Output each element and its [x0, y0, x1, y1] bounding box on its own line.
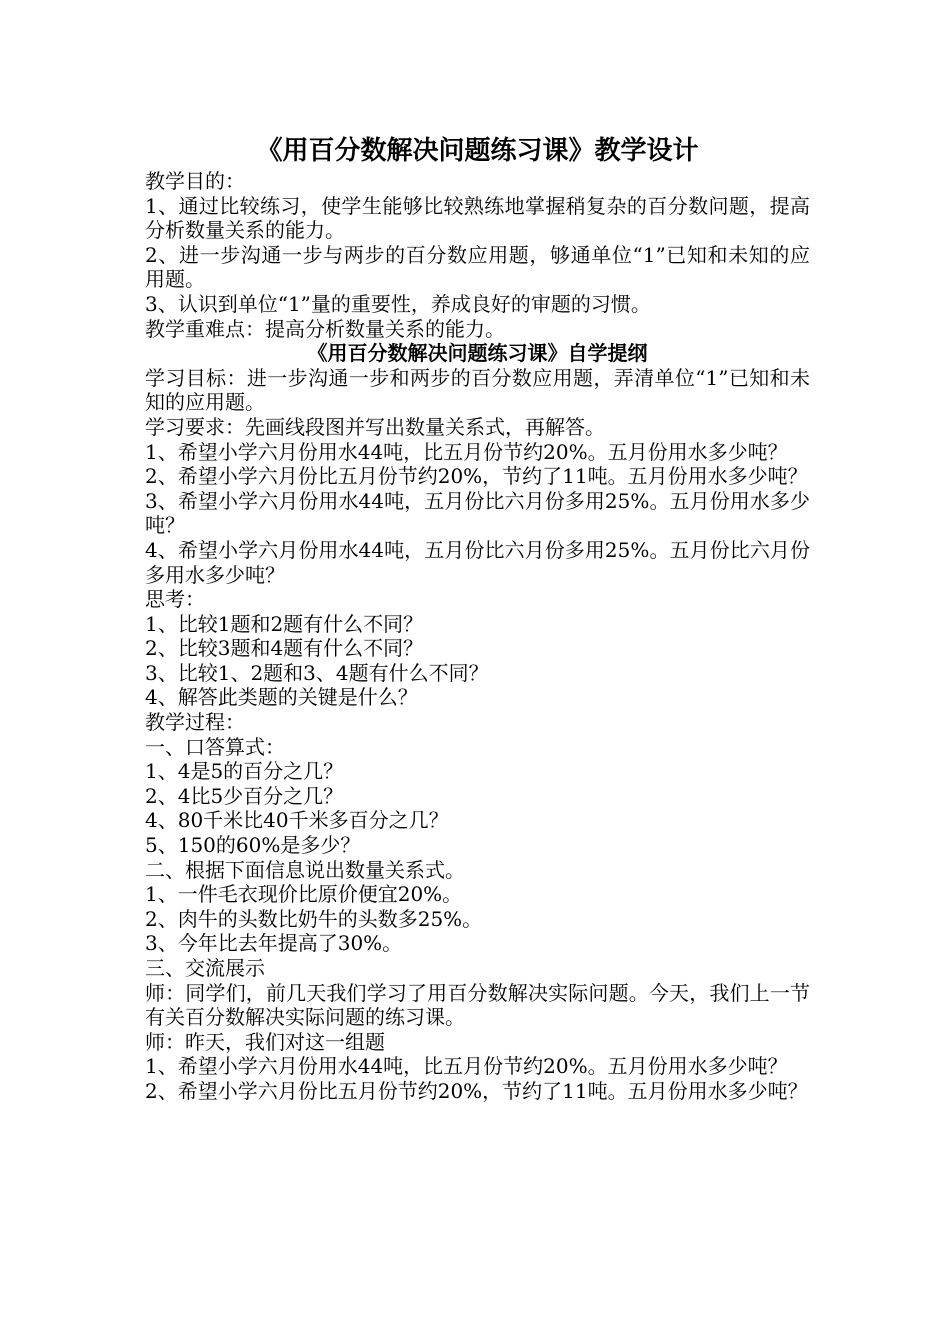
paragraph: 2、肉牛的头数比奶牛的头数多25%。	[145, 906, 483, 931]
paragraph: 三、交流展示	[145, 956, 265, 980]
paragraph: 1、一件毛衣现价比原价便宜20%。	[145, 882, 463, 907]
self-study-outline-title: 《用百分数解决问题练习课》自学提纲	[307, 341, 648, 366]
paragraph: 教学过程：	[145, 710, 245, 735]
paragraph: 1、通过比较练习，使学生能够比较熟练地掌握稍复杂的百分数问题，提高分析数量关系的能力。	[145, 193, 810, 243]
paragraph: 3、今年比去年提高了30%。	[145, 931, 403, 956]
paragraph: 4、解答此类题的关键是什么？	[145, 685, 418, 710]
paragraph: 1、比较1题和2题有什么不同？	[145, 611, 424, 636]
paragraph: 二、根据下面信息说出数量关系式。	[145, 857, 465, 882]
paragraph: 1、希望小学六月份用水44吨，比五月份节约20%。五月份用水多少吨？	[145, 439, 788, 464]
paragraph: 1、4是5的百分之几？	[145, 759, 344, 784]
paragraph: 2、希望小学六月份比五月份节约20%，节约了11吨。五月份用水多少吨？	[145, 464, 808, 489]
paragraph: 一、口答算式：	[145, 734, 285, 759]
paragraph: 2、4比5少百分之几？	[145, 783, 344, 808]
paragraph: 3、希望小学六月份用水44吨，五月份比六月份多用25%。五月份用水多少吨？	[145, 488, 810, 538]
document-page	[145, 133, 810, 1104]
paragraph: 学习要求：先画线段图并写出数量关系式，再解答。	[145, 414, 605, 439]
paragraph: 教学重难点：提高分析数量关系的能力。	[145, 316, 505, 341]
paragraph: 学习目标：进一步沟通一步和两步的百分数应用题，弄清单位“1”已知和未知的应用题。	[145, 365, 810, 415]
paragraph: 思考：	[145, 587, 205, 612]
document-title: 《用百分数解决问题练习课》教学设计	[256, 136, 699, 166]
self-study-section	[145, 366, 810, 1104]
paragraph: 3、认识到单位“1”量的重要性，养成良好的审题的习惯。	[145, 291, 651, 316]
paragraph: 师：同学们，前几天我们学习了用百分数解决实际问题。今天，我们上一节有关百分数解决实际问题的练习课。	[145, 980, 810, 1030]
paragraph: 教学目的：	[145, 169, 245, 193]
teaching-goals-section	[145, 169, 810, 341]
paragraph: 5、150的60%是多少？	[145, 833, 361, 858]
paragraph: 2、进一步沟通一步与两步的百分数应用题，够通单位“1”已知和未知的应用题。	[145, 242, 810, 292]
paragraph: 2、比较3题和4题有什么不同？	[145, 636, 424, 661]
paragraph: 师：昨天，我们对这一组题	[145, 1029, 385, 1054]
paragraph: 4、80千米比40千米多百分之几？	[145, 808, 449, 833]
paragraph: 4、希望小学六月份用水44吨，五月份比六月份多用25%。五月份比六月份多用水多少吨？	[145, 537, 810, 587]
paragraph: 3、比较1、2题和3、4题有什么不同？	[145, 660, 489, 685]
paragraph: 2、希望小学六月份比五月份节约20%，节约了11吨。五月份用水多少吨？	[145, 1078, 808, 1103]
paragraph: 1、希望小学六月份用水44吨，比五月份节约20%。五月份用水多少吨？	[145, 1054, 788, 1079]
